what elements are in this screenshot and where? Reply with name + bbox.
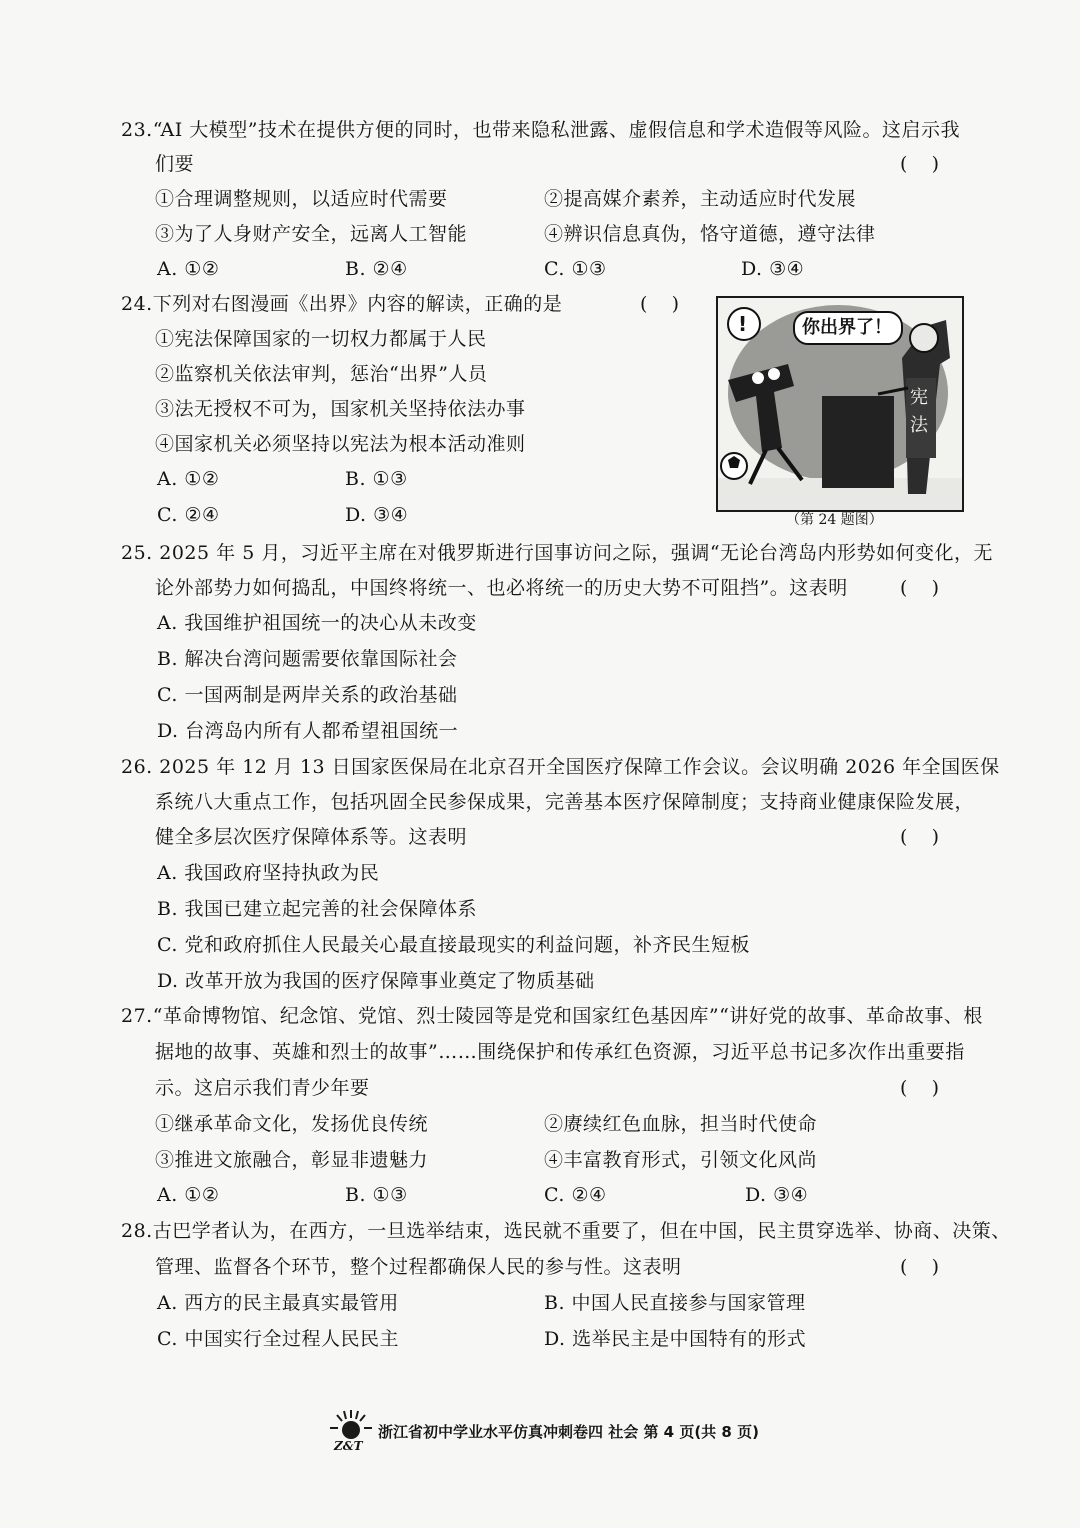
- q24-choice-b[interactable]: B. ①③: [345, 468, 408, 490]
- q24-stem-line1: 24.下列对右图漫画《出界》内容的解读，正确的是: [121, 293, 563, 315]
- footer-page-info: 浙江省初中学业水平仿真冲刺卷四 社会 第 4 页(共 8 页): [378, 1423, 759, 1441]
- q27-stem-line1: 27.“革命博物馆、纪念馆、党馆、烈士陵园等是党和国家红色基因库”“讲好党的故事、革命故事、根: [121, 1005, 983, 1027]
- q25-stem-line1: 25. 2025 年 5 月，习近平主席在对俄罗斯进行国事访问之际，强调“无论台湾岛内形势如何变化，无: [121, 542, 994, 564]
- publisher-logo-text: Z&T: [334, 1439, 363, 1453]
- q26-stem-line2: 系统八大重点工作，包括巩固全民参保成果，完善基本医疗保障制度；支持商业健康保险发展，: [155, 791, 975, 813]
- q23-choice-b[interactable]: B. ②④: [345, 258, 408, 280]
- q24-choice-a[interactable]: A. ①②: [157, 468, 220, 490]
- q27-stem-line2: 据地的故事、英雄和烈士的故事”……围绕保护和传承红色资源，习近平总书记多次作出重要指: [155, 1041, 965, 1063]
- q23-option-2: ②提高媒介素养，主动适应时代发展: [544, 188, 857, 210]
- q25-choice-d[interactable]: D. 台湾岛内所有人都希望祖国统一: [157, 720, 459, 742]
- q24-option-1: ①宪法保障国家的一切权力都属于人民: [155, 328, 487, 350]
- q23-stem-line1: 23.“AI 大模型”技术在提供方便的同时，也带来隐私泄露、虚假信息和学术造假等风险。这启示我: [121, 119, 960, 141]
- q24-answer-blank[interactable]: ( ): [640, 293, 679, 315]
- q26-stem-line3: 健全多层次医疗保障体系等。这表明: [155, 826, 468, 848]
- q25-stem-line2: 论外部势力如何捣乱，中国终将统一、也必将统一的历史大势不可阻挡”。这表明: [155, 577, 848, 599]
- q27-option-2: ②赓续红色血脉，担当时代使命: [544, 1113, 818, 1135]
- cartoon-label-char-2: 法: [910, 415, 928, 436]
- q26-choice-c[interactable]: C. 党和政府抓住人民最关心最直接最现实的利益问题，补齐民生短板: [157, 934, 750, 956]
- q24-choice-d[interactable]: D. ③④: [345, 504, 409, 526]
- q23-option-1: ①合理调整规则，以适应时代需要: [155, 188, 448, 210]
- q23-stem-line2: 们要: [155, 153, 195, 175]
- q27-stem-line3: 示。这启示我们青少年要: [155, 1077, 370, 1099]
- q27-answer-blank[interactable]: ( ): [900, 1077, 939, 1099]
- q28-choice-b[interactable]: B. 中国人民直接参与国家管理: [544, 1292, 806, 1314]
- q23-choice-a[interactable]: A. ①②: [157, 258, 220, 280]
- cartoon-label-char-1: 宪: [910, 387, 928, 408]
- q27-choice-c[interactable]: C. ②④: [544, 1184, 607, 1206]
- q23-option-4: ④辨识信息真伪，恪守道德，遵守法律: [544, 223, 876, 245]
- q24-option-4: ④国家机关必须坚持以宪法为根本活动准则: [155, 433, 526, 455]
- q25-answer-blank[interactable]: ( ): [900, 577, 939, 599]
- q25-choice-b[interactable]: B. 解决台湾问题需要依靠国际社会: [157, 648, 458, 670]
- q23-answer-blank[interactable]: ( ): [900, 153, 939, 175]
- cartoon-speech-bubble: 你出界了！: [802, 317, 892, 338]
- q23-choice-c[interactable]: C. ①③: [544, 258, 607, 280]
- q28-choice-c[interactable]: C. 中国实行全过程人民民主: [157, 1328, 399, 1350]
- q23-choice-d[interactable]: D. ③④: [741, 258, 805, 280]
- q28-choice-d[interactable]: D. 选举民主是中国特有的形式: [544, 1328, 807, 1350]
- q26-choice-d[interactable]: D. 改革开放为我国的医疗保障事业奠定了物质基础: [157, 970, 595, 992]
- q26-stem-line1: 26. 2025 年 12 月 13 日国家医保局在北京召开全国医疗保障工作会议。会议明确 2026 年全国医保: [121, 756, 1000, 778]
- cartoon-exclaim-mark: !: [738, 312, 748, 336]
- q25-choice-c[interactable]: C. 一国两制是两岸关系的政治基础: [157, 684, 458, 706]
- q27-option-3: ③推进文旅融合，彰显非遗魅力: [155, 1149, 429, 1171]
- q28-choice-a[interactable]: A. 西方的民主最真实最管用: [157, 1292, 399, 1314]
- q28-stem-line2: 管理、监督各个环节，整个过程都确保人民的参与性。这表明: [155, 1256, 682, 1278]
- q26-choice-a[interactable]: A. 我国政府坚持执政为民: [157, 862, 380, 884]
- q24-cartoon-image: [716, 296, 964, 512]
- q28-stem-line1: 28.古巴学者认为，在西方，一旦选举结束，选民就不重要了，但在中国，民主贯穿选举、协商、决策、: [121, 1220, 1011, 1242]
- q27-option-4: ④丰富教育形式，引领文化风尚: [544, 1149, 818, 1171]
- q27-option-1: ①继承革命文化，发扬优良传统: [155, 1113, 429, 1135]
- q27-choice-d[interactable]: D. ③④: [745, 1184, 809, 1206]
- q26-choice-b[interactable]: B. 我国已建立起完善的社会保障体系: [157, 898, 478, 920]
- q28-answer-blank[interactable]: ( ): [900, 1256, 939, 1278]
- q27-choice-b[interactable]: B. ①③: [345, 1184, 408, 1206]
- q26-answer-blank[interactable]: ( ): [900, 826, 939, 848]
- q27-choice-a[interactable]: A. ①②: [157, 1184, 220, 1206]
- q24-cartoon-caption: （第 24 题图）: [786, 512, 883, 528]
- q24-option-3: ③法无授权不可为，国家机关坚持依法办事: [155, 398, 526, 420]
- q25-choice-a[interactable]: A. 我国维护祖国统一的决心从未改变: [157, 612, 477, 634]
- q24-choice-c[interactable]: C. ②④: [157, 504, 220, 526]
- q23-option-3: ③为了人身财产安全，远离人工智能: [155, 223, 468, 245]
- q24-option-2: ②监察机关依法审判，惩治“出界”人员: [155, 363, 488, 385]
- page-footer: [326, 1406, 786, 1456]
